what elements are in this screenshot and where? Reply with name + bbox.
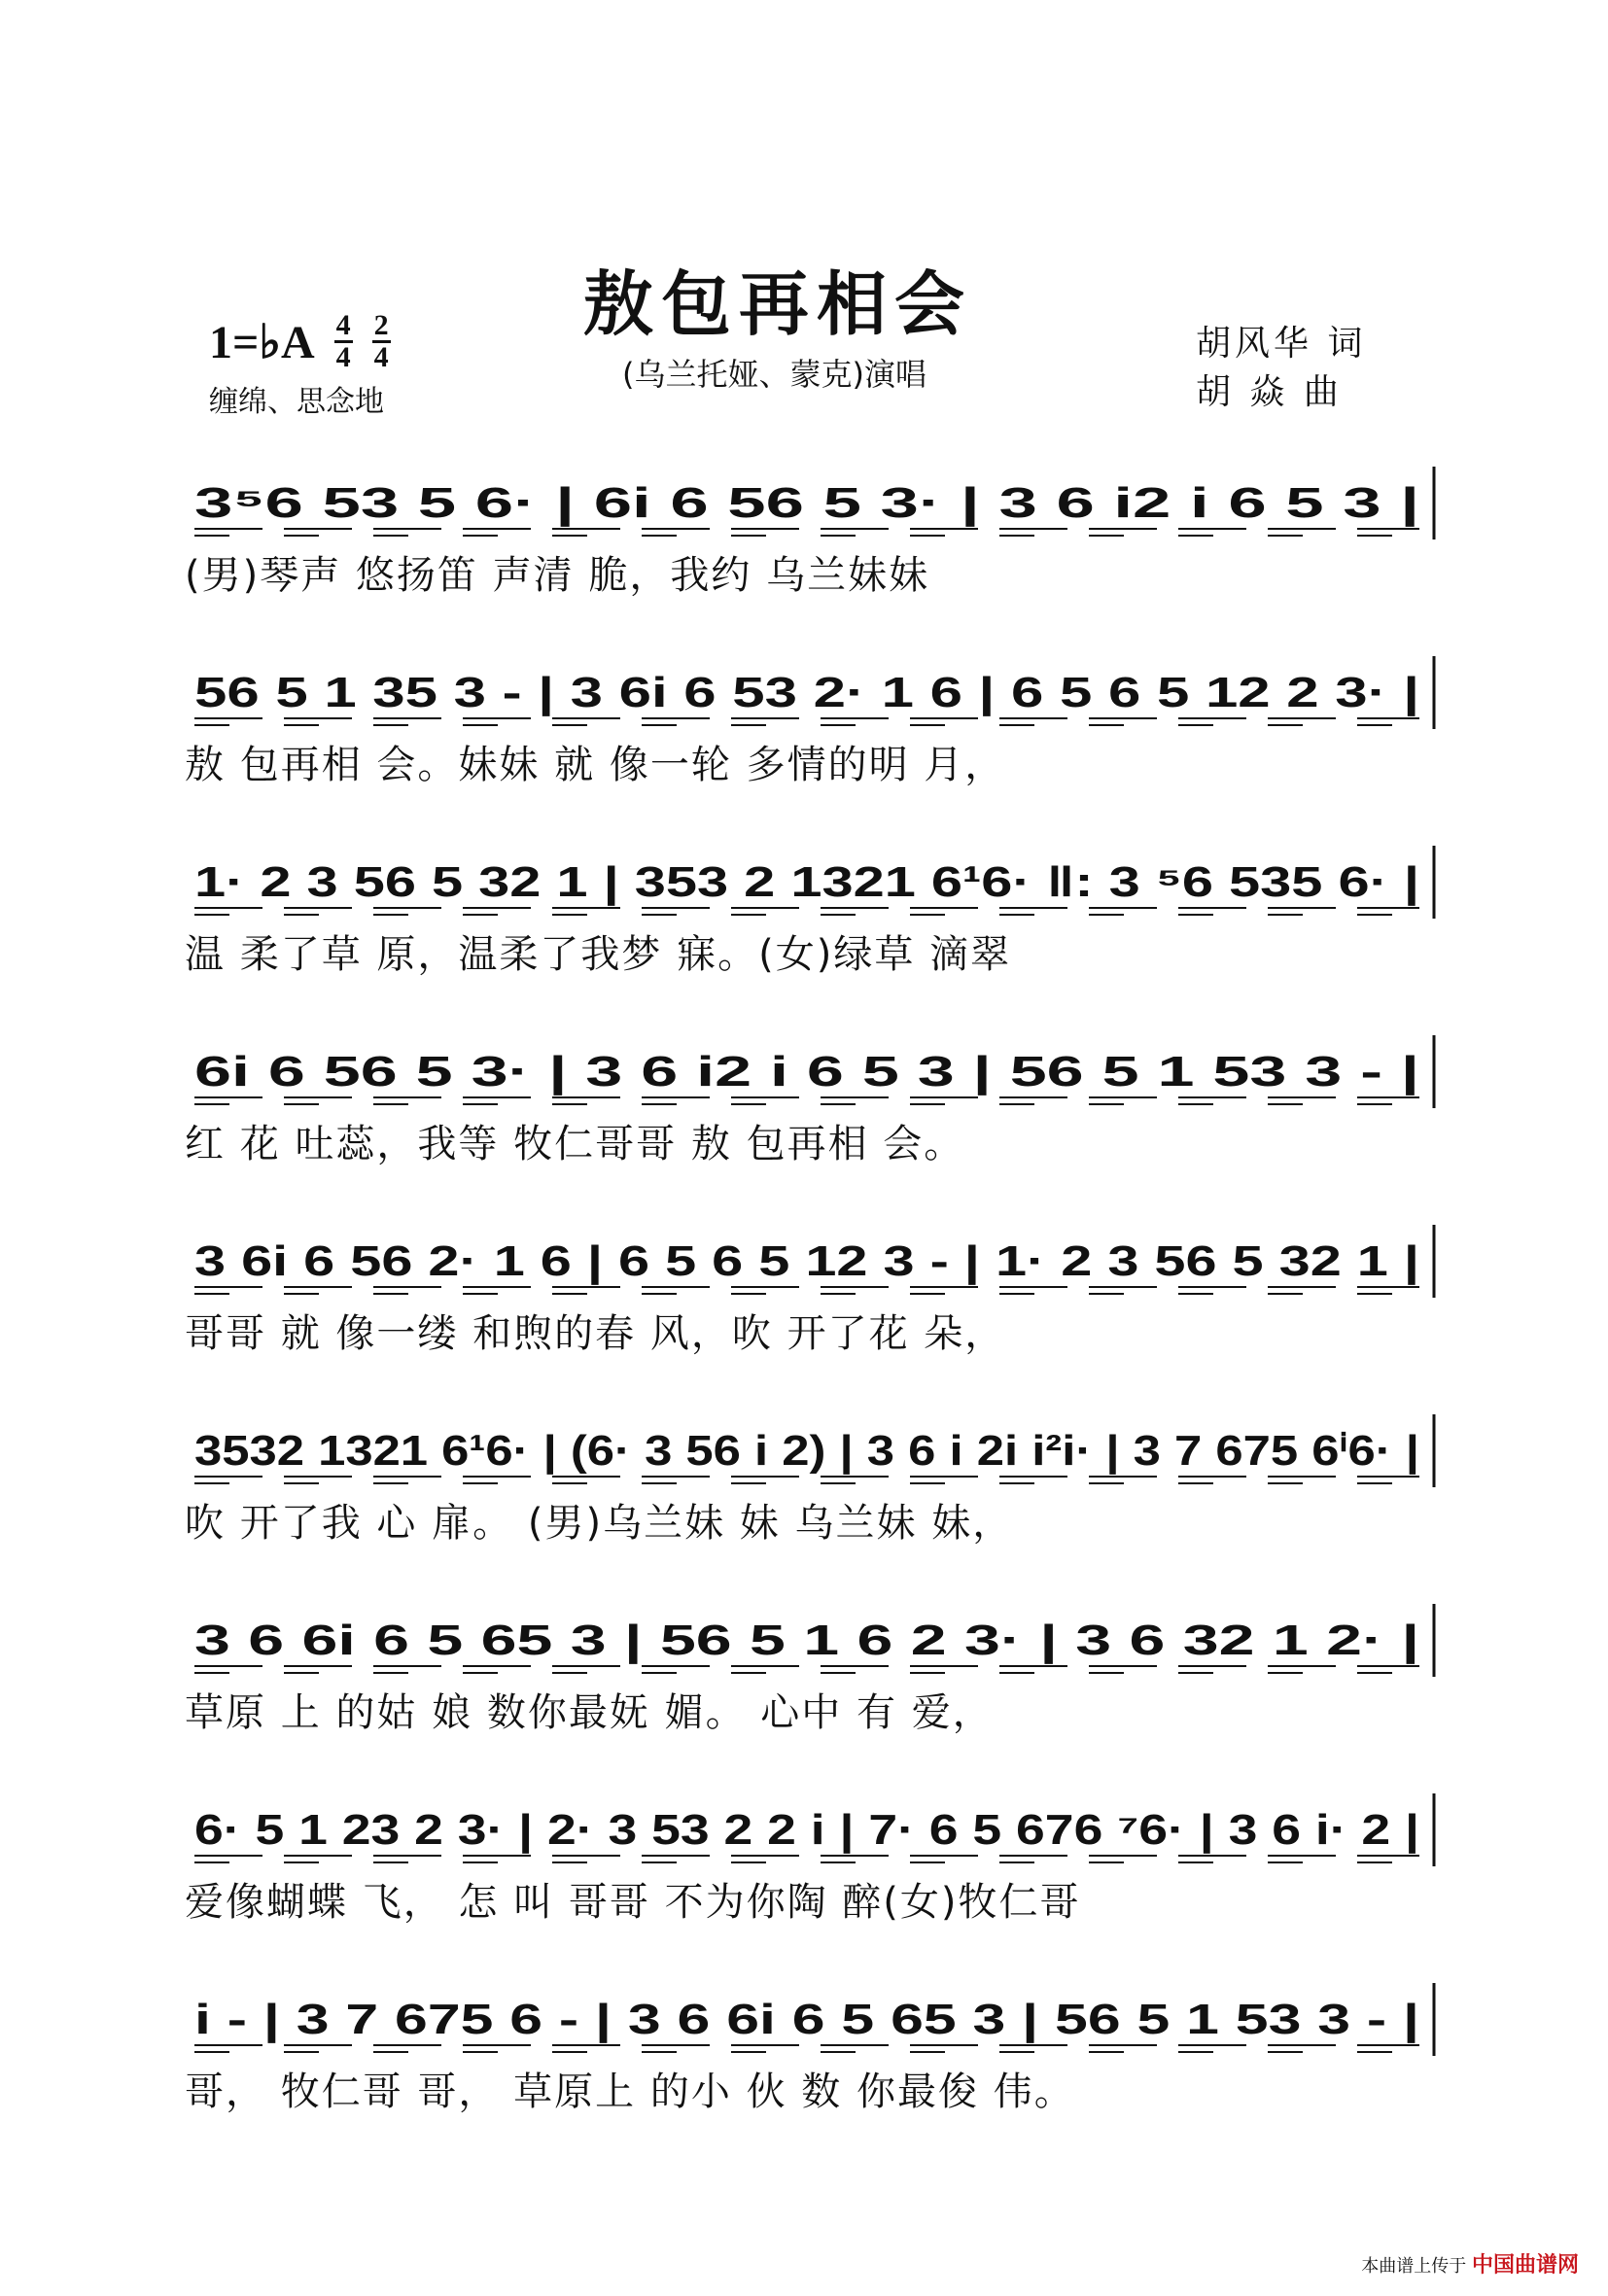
notation-line (185, 1395, 1439, 1492)
lyrics-line: 哥， 牧仁哥 哥， 草原上 的小 伙 数 你最俊 伟。 (185, 2070, 1075, 2114)
notation-line (185, 826, 1439, 923)
score-system (185, 637, 1439, 841)
time-signature-2: $\frac{2}{4}$ (373, 309, 389, 373)
key-signature (209, 311, 391, 372)
jianpu-notes: 3532 1321 6¹6· | (6· 3 56 i 2) | 3 6 i 2i i²i· | 3 7 675 6ⁱ6· | (194, 1427, 1256, 1475)
notation-line (185, 637, 1439, 734)
lyrics-line: 敖 包再相 会。妹妹 就 像一轮 多情的明 月， (185, 743, 1006, 787)
score-system (185, 447, 1439, 651)
jianpu-notes: 3 6 6i 6 5 65 3 | 56 5 1 6 2 3· | 3 6 32 1 2· | (194, 1617, 1008, 1664)
lyricist-credit: 胡风华 词 (1196, 324, 1367, 364)
lyrics-line: 爱像蝴蝶 飞， 怎 叫 哥哥 不为你陶 醉(女)牧仁哥 (185, 1880, 1081, 1925)
score-system (185, 1584, 1439, 1789)
tempo-mood: 缠绵、思念地 (209, 385, 384, 419)
score-system (185, 826, 1439, 1030)
jianpu-notes: 3⁵6 53 5 6· | 6i 6 56 5 3· | 3 6 i2 i 6 5 3 | (194, 479, 958, 527)
jianpu-notes: 3 6i 6 56 2· 1 6 | 6 5 6 5 12 3 - | 1· 2 3 56 5 32 1 | (194, 1237, 1130, 1285)
lyrics-line: 草原 上 的姑 娘 数你最妩 媚。 心中 有 爱， (185, 1690, 994, 1735)
jianpu-notes: 6· 5 1 23 2 3· | 2· 3 53 2 2 i | 7· 6 5 676 ⁷6· | 3 6 i· 2 | (194, 1806, 1202, 1854)
notation-line (185, 1016, 1439, 1113)
notation-line (185, 1205, 1439, 1303)
song-title: 敖包再相会 (583, 262, 973, 345)
notation-line (185, 1964, 1439, 2061)
lyrics-line: 吹 开了我 心 扉。 (男)乌兰妹 妹 乌兰妹 妹， (185, 1501, 1014, 1546)
notation-line (185, 447, 1439, 544)
lyrics-line: 红 花 吐蕊，我等 牧仁哥哥 敖 包再相 会。 (185, 1122, 965, 1166)
score-system (185, 1395, 1439, 1599)
key-text: 1=♭A (209, 316, 315, 368)
lyrics-line: 哥哥 就 像一缕 和煦的春 风，吹 开了花 朵， (185, 1311, 1006, 1356)
footer-credit (1361, 2248, 1579, 2279)
score-system (185, 1964, 1439, 2168)
time-signature-1: $\frac{4}{4}$ (335, 309, 351, 373)
lyrics-line: 温 柔了草 原，温柔了我梦 寐。(女)绿草 滴翠 (185, 932, 1012, 977)
upload-text: 本曲谱上传于 (1361, 2256, 1467, 2277)
score-system (185, 1774, 1439, 1978)
notation-line (185, 1774, 1439, 1871)
jianpu-notes: 56 5 1 35 3 - | 3 6i 6 53 2· 1 6 | 6 5 6 5 12 2 3· | (194, 669, 1094, 716)
jianpu-notes: 1· 2 3 56 5 32 1 | 353 2 1321 6¹6· ‖: 3 ⁵6 535 6· | (194, 858, 1129, 906)
jianpu-notes: i - | 3 7 675 6 - | 3 6 6i 6 5 65 3 | 56 5 1 53 3 - | (194, 1996, 1082, 2043)
notation-line (185, 1584, 1439, 1682)
jianpu-notes: 6i 6 56 5 3· | 3 6 i2 i 6 5 3 | 56 5 1 53 3 - | (194, 1048, 985, 1096)
score-system (185, 1205, 1439, 1409)
score-system (185, 1016, 1439, 1220)
lyrics-line: (男)琴声 悠扬笛 声清 脆，我约 乌兰妹妹 (185, 553, 930, 598)
composer-credit: 胡 焱 曲 (1196, 372, 1343, 412)
singers-line: (乌兰托娅、蒙克)演唱 (622, 356, 926, 393)
site-logo: 中国曲谱网 (1471, 2253, 1579, 2278)
